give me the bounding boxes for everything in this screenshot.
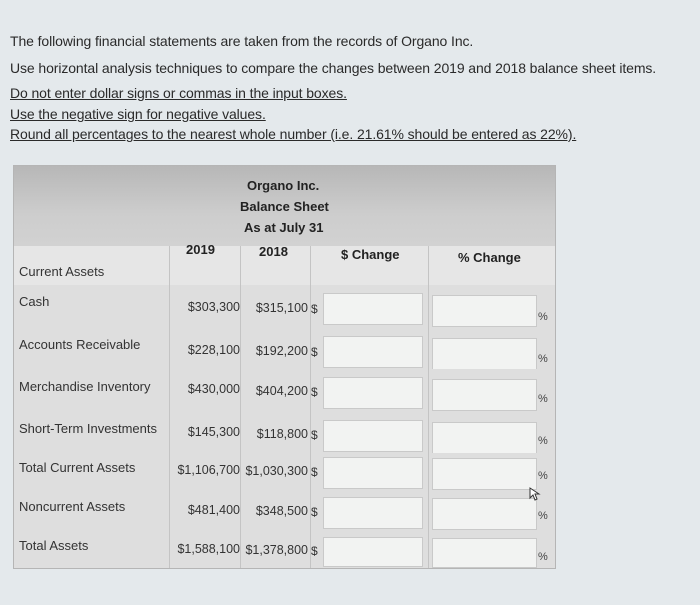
percent-change-input[interactable] (432, 295, 537, 327)
percent-sign: % (538, 353, 548, 365)
dollar-sign: $ (311, 385, 318, 399)
column-header-dollar-change: $ Change (341, 247, 400, 262)
dollar-change-input[interactable] (323, 497, 423, 529)
balance-sheet-table (13, 165, 556, 569)
mouse-pointer-icon (529, 487, 541, 501)
column-header-2018: 2018 (259, 244, 288, 259)
value-2019: $228,100 (187, 343, 240, 357)
instruction-line-5: Round all percentages to the nearest whole number (i.e. 21.61% should be entered as 22%). (10, 126, 577, 142)
instruction-line-2: Use horizontal analysis techniques to compare the changes between 2019 and 2018 balance sheet items. (10, 60, 657, 76)
percent-change-input[interactable] (432, 379, 537, 411)
instruction-line-4: Use the negative sign for negative values. (10, 106, 266, 122)
row-label-short-term-investments: Short-Term Investments (19, 421, 157, 436)
percent-sign: % (538, 551, 548, 563)
percent-sign: % (538, 510, 548, 522)
percent-change-input[interactable] (432, 422, 537, 454)
row-label-cash: Cash (19, 294, 50, 309)
statement-title: Balance Sheet (240, 199, 329, 214)
column-divider (428, 246, 429, 568)
percent-sign: % (538, 435, 548, 447)
section-label-current-assets: Current Assets (19, 264, 105, 279)
dollar-change-input[interactable] (323, 377, 423, 409)
dollar-sign: $ (311, 428, 318, 442)
dollar-change-input[interactable] (323, 336, 423, 368)
column-header-percent-change: % Change (458, 250, 521, 265)
value-2019: $303,300 (187, 300, 240, 314)
value-2018: $315,100 (255, 301, 308, 315)
value-2018: $1,378,800 (245, 543, 308, 557)
column-header-2019: 2019 (186, 242, 215, 257)
row-label-total-current-assets: Total Current Assets (19, 460, 136, 475)
dollar-sign: $ (311, 465, 318, 479)
column-divider (169, 246, 170, 568)
dollar-change-input[interactable] (323, 457, 423, 489)
value-2018: $118,800 (256, 427, 308, 441)
percent-sign: % (538, 393, 548, 405)
company-name: Organo Inc. (247, 178, 320, 193)
value-2019: $481,400 (187, 503, 240, 517)
row-label-accounts-receivable: Accounts Receivable (19, 337, 141, 352)
statement-date: As at July 31 (244, 220, 324, 235)
value-2019: $145,300 (187, 425, 240, 439)
percent-change-input[interactable] (432, 458, 537, 490)
value-2018: $1,030,300 (245, 464, 308, 478)
percent-sign: % (538, 311, 548, 323)
value-2018: $192,200 (255, 344, 308, 358)
value-2019: $1,588,100 (177, 542, 240, 556)
percent-change-input[interactable] (432, 498, 537, 530)
value-2019: $430,000 (187, 382, 240, 396)
dollar-sign: $ (311, 345, 318, 359)
percent-sign: % (538, 470, 548, 482)
column-divider (310, 246, 311, 568)
value-2018: $404,200 (255, 384, 308, 398)
percent-change-input[interactable] (432, 338, 537, 370)
column-divider (240, 246, 241, 568)
dollar-sign: $ (311, 505, 318, 519)
value-2019: $1,106,700 (177, 463, 240, 477)
dollar-sign: $ (311, 302, 318, 316)
row-label-merchandise-inventory: Merchandise Inventory (19, 379, 151, 394)
dollar-sign: $ (311, 544, 318, 558)
dollar-change-input[interactable] (323, 537, 423, 567)
row-label-total-assets: Total Assets (19, 538, 89, 553)
percent-change-input[interactable] (432, 538, 537, 568)
row-label-noncurrent-assets: Noncurrent Assets (19, 499, 126, 514)
dollar-change-input[interactable] (323, 293, 423, 325)
dollar-change-input[interactable] (323, 420, 423, 452)
value-2018: $348,500 (255, 504, 308, 518)
instruction-line-1: The following financial statements are taken from the records of Organo Inc. (10, 33, 474, 49)
instruction-line-3: Do not enter dollar signs or commas in the input boxes. (10, 85, 347, 101)
